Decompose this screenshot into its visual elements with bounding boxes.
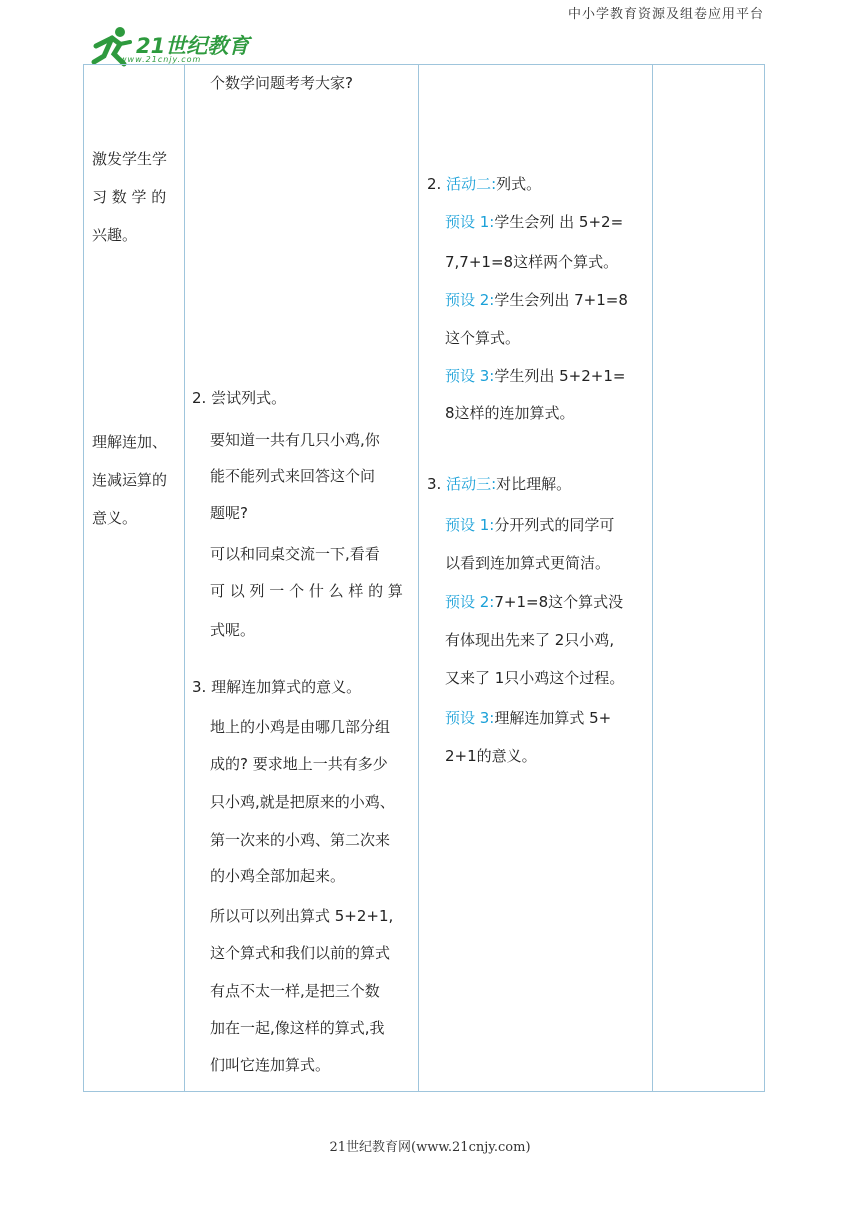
purpose-2: 理解连加、 连减运算的 意义。 [92,433,168,527]
logo-text: 21世纪教育 [136,34,250,58]
purpose-1: 激发学生学 习 数 学 的 兴趣。 [92,150,168,244]
platform-name: 中小学教育资源及组卷应用平台 [567,7,764,22]
lesson-table: 激发学生学 习 数 学 的 兴趣。 理解连加、 连减运算的 意义。 个数学问题考考大家? 2. 尝试列式。 要知道一共有几只小鸡,你 能不能列式来回答这个问 题呢? 可以和同桌交流一下,看看 可 以 列 一 个 什 么 样 的 算 式呢。 3. 理解连加算式的意义。 地上的小鸡是由哪几部分组 成的? 要求地上一共有多少 只小鸡,就是把原来的小鸡、 第一次来的小鸡、第二次来 的小鸡全部加起来。 所以可以列出算式 5+2+1, 这个算式和我们以前的算式 有点不太一样,是把三个数 加在一起,像这样的算式,我 们叫它连加算式。 2. 活动二:列式。 预设 1:学生会列 出 5+2= 7,7+1=8这样两个算式。 预设 2:学生会列出 7+1=8 这个算式。 预设 3:学生列出 5+2+1= 8这样的连加算式。 3. 活动三:对比理解。 预设 1:分开列式的同学可 以看到连加算式更简洁。 预设 2:7+1=8这个算式没 有体现出先来了 2只小鸡, 又来了 1只小鸡这个过程。 预设 3:理解连加算式 5+ 2+1的意义。 [83,64,765,1092]
logo [90,24,260,68]
logo-url: www.21cnjy.com [120,55,202,64]
footer: 21世纪教育网(www.21cnjy.com) [329,1140,531,1155]
